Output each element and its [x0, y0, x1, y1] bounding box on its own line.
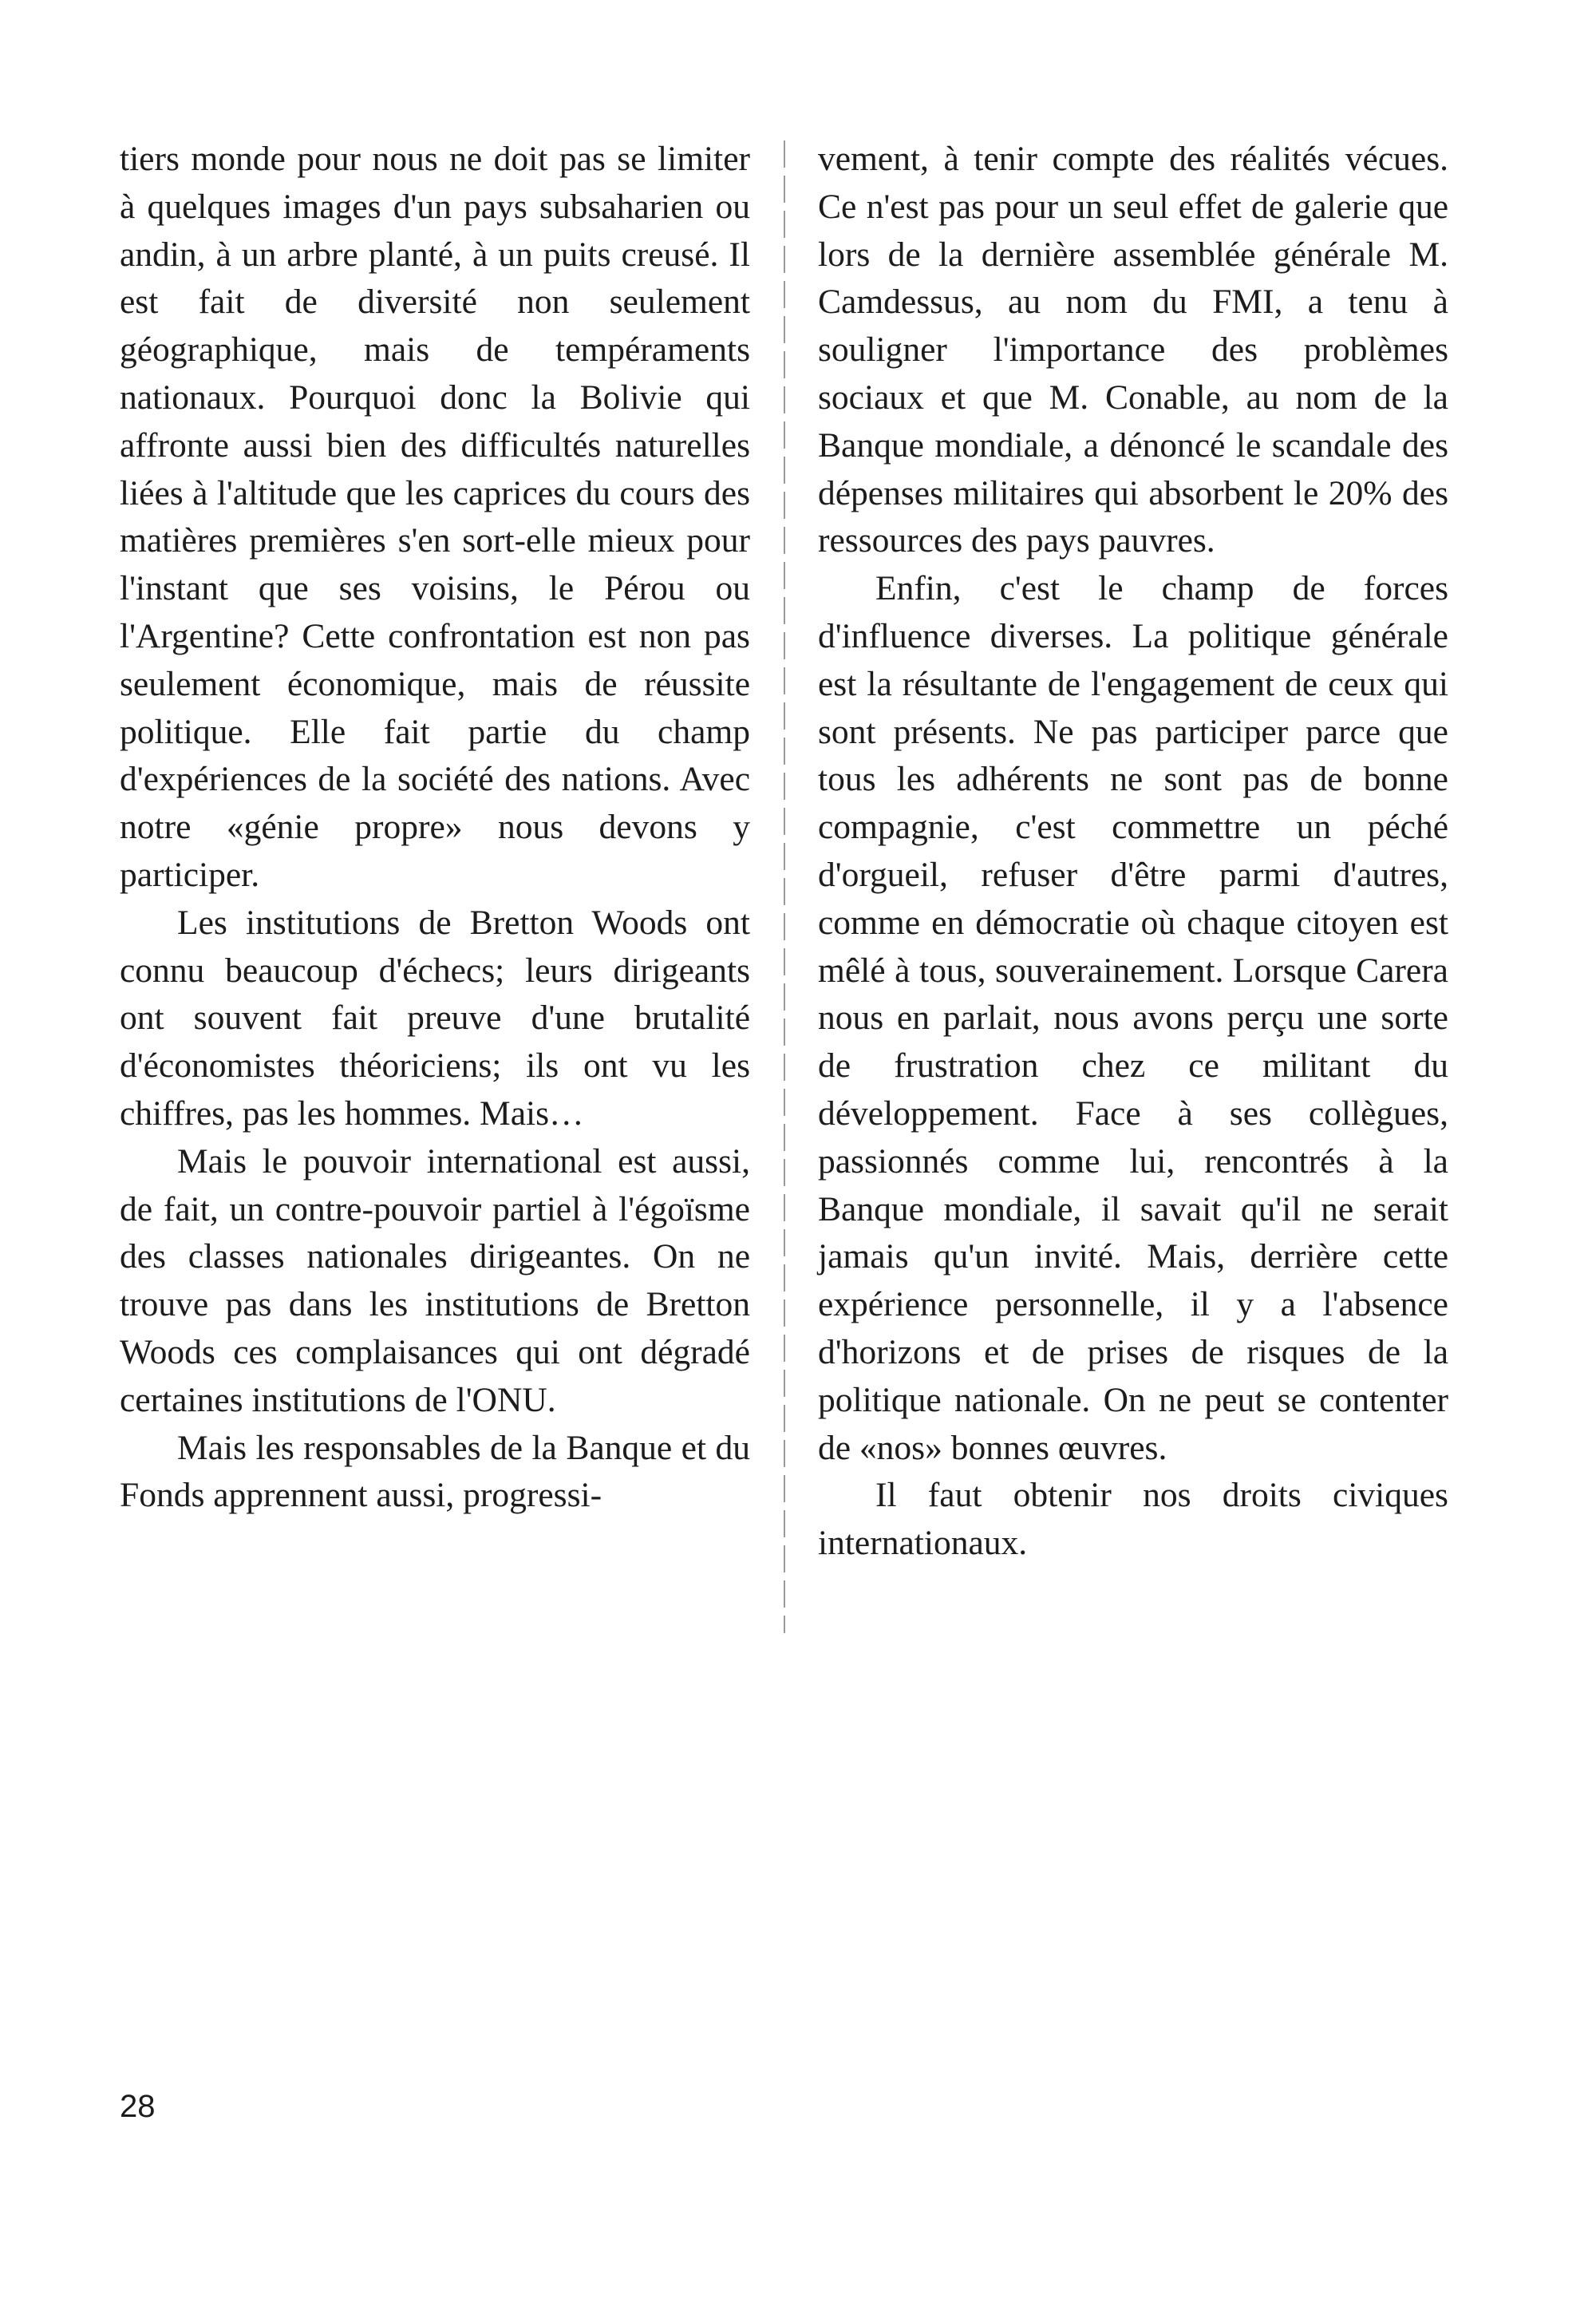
- paragraph-left-2: Les institutions de Bretton Woods ont connu beaucoup d'échecs; leurs dirigeants ont souvent fait preuve d'une brutalité d'économistes théoriciens; ils ont vu les chiffres, pas les hommes. Mais…: [120, 903, 750, 1133]
- paragraph-left-3: Mais le pouvoir international est aussi, de fait, un contre-pouvoir partiel à l'égoïsme des classes nationales dirigeantes. On ne trouve pas dans les institutions de Bretton Woods ces complaisances qui ont dégradé certaines institutions de l'ONU.: [120, 1141, 750, 1419]
- paragraph-left-1: tiers monde pour nous ne doit pas se limiter à quelques images d'un pays subsaharien ou andin, à un arbre planté, à un puits creusé. Il est fait de diversité non seulement géographique, mais de tempéraments nationaux. Pourquoi donc la Bolivie qui affronte aussi bien des difficultés naturelles liées à l'altitude que les caprices du cours des matières premières s'en sort-elle mieux pour l'instant que ses voisins, le Pérou ou l'Argentine? Cette confrontation est non pas seulement économique, mais de réussite politique. Elle fait partie du champ d'expériences de la société des nations. Avec notre «génie propre» nous devons y participer.: [120, 140, 750, 894]
- column-divider: [784, 140, 785, 1633]
- paragraph-right-1: vement, à tenir compte des réalités vécues. Ce n'est pas pour un seul effet de galerie que lors de la dernière assemblée générale M. Camdessus, au nom du FMI, a tenu à souligner l'importance des problèmes sociaux et que M. Conable, au nom de la Banque mondiale, a dénoncé le scandale des dépenses militaires qui absorbent le 20% des ressources des pays pauvres.: [818, 140, 1448, 560]
- paragraph-right-2: Enfin, c'est le champ de forces d'influence diverses. La politique générale est la résultante de l'engagement de ceux qui sont présents. Ne pas participer parce que tous les adhérents ne sont pas de bonne compagnie, c'est commettre un péché d'orgueil, refuser d'être parmi d'autres, comme en démocratie où chaque citoyen est mêlé à tous, souverainement. Lorsque Carera nous en parlait, nous avons perçu une sorte de frustration chez ce militant du développement. Face à ses collègues, passionnés comme lui, rencontrés à la Banque mondiale, il savait qu'il ne serait jamais qu'un invité. Mais, derrière cette expérience personnelle, il y a l'absence d'horizons et de prises de risques de la politique nationale. On ne peut se contenter de «nos» bonnes œuvres.: [818, 569, 1448, 1467]
- left-text-column: [120, 136, 750, 1520]
- page-number: 28: [120, 2089, 156, 2124]
- paragraph-left-4: Mais les responsables de la Banque et du Fonds apprennent aussi, progressi-: [120, 1428, 750, 1515]
- paragraph-right-3: Il faut obtenir nos droits civiques internationaux.: [818, 1476, 1448, 1563]
- right-text-column: [818, 136, 1448, 1568]
